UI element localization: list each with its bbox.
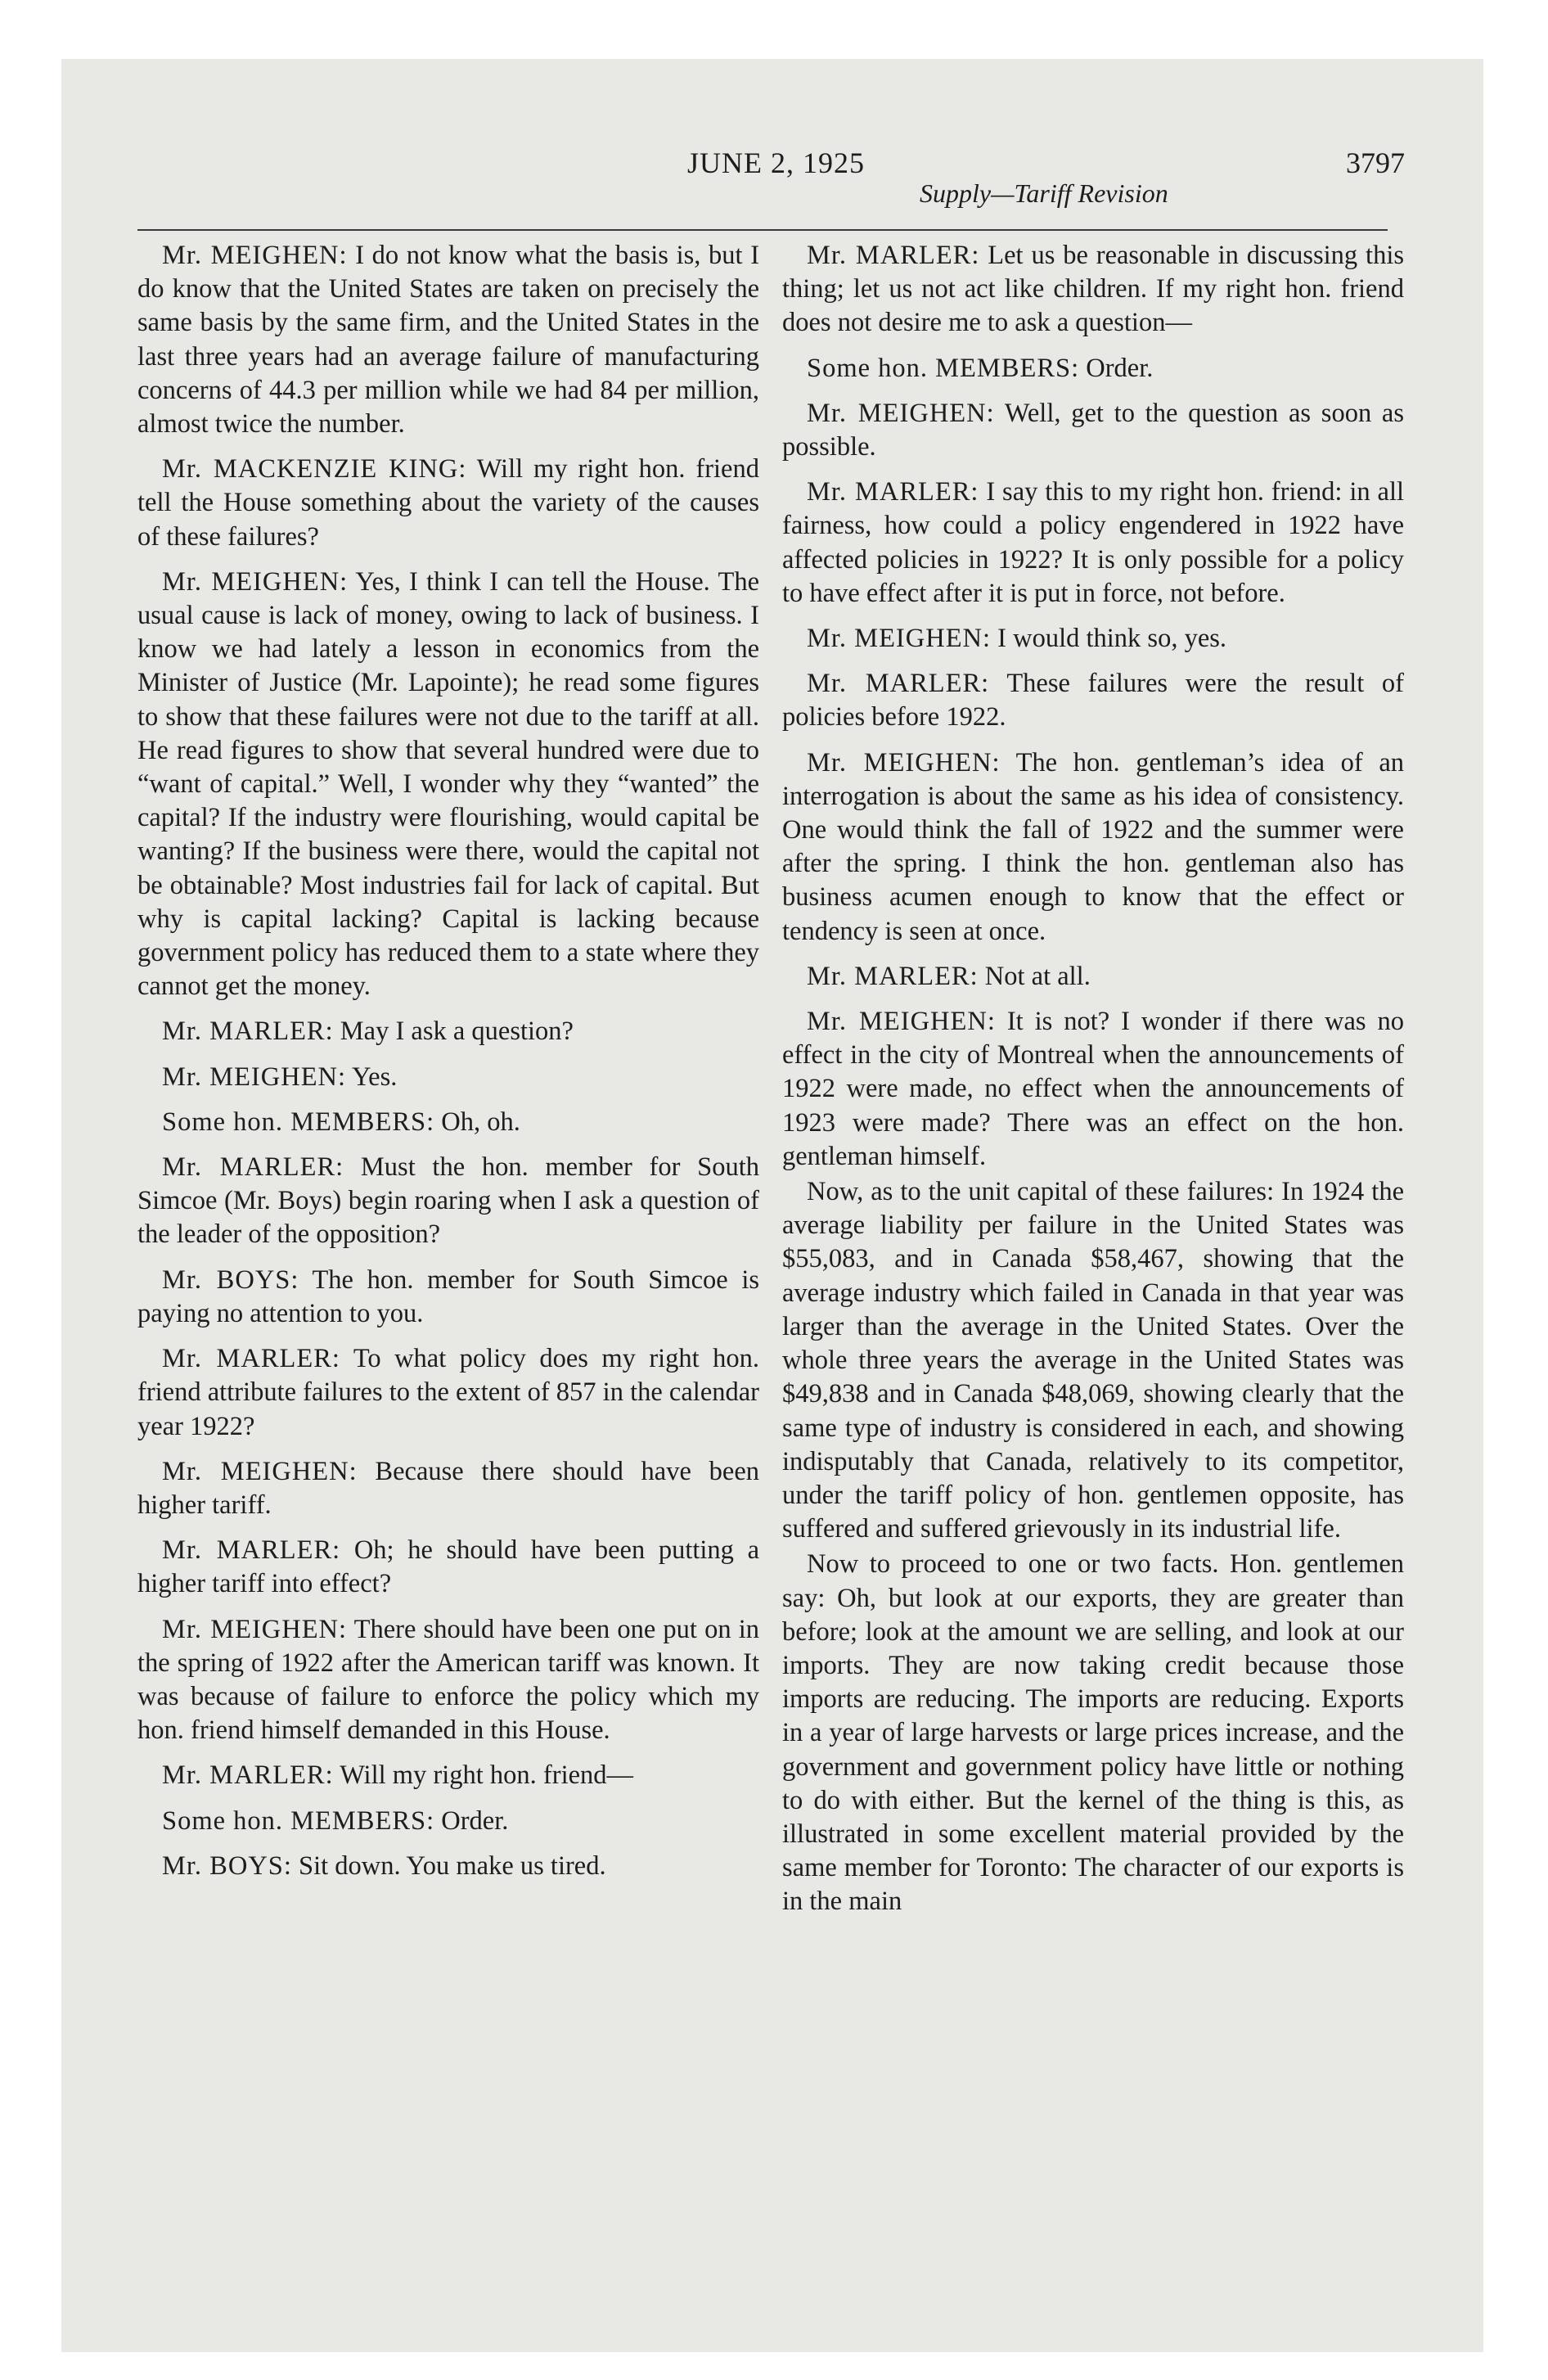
paragraph-text: These failures were the result of policies before 1922.	[782, 669, 1404, 732]
paragraph-text: Will my right hon. friend tell the House something about the variety of the causes of these failures?	[137, 454, 759, 552]
speaker-name: Mr. MEIGHEN:	[807, 624, 992, 654]
speaker-name: Mr. MACKENZIE KING:	[162, 454, 467, 485]
paragraph-text: To what policy does my right hon. friend attribute failures to the extent of 857 in the calendar year 1922?	[137, 1344, 760, 1441]
paragraph-text: I say this to my right hon. friend: in all fairness, how could a policy engendered in 1922 have affected policies in 1922? It is only possible for a policy to have effect after it is put in force, not before.	[782, 477, 1405, 608]
speaker-name: Mr. BOYS:	[162, 1850, 292, 1881]
paragraph	[782, 352, 1404, 385]
paragraph	[137, 1455, 759, 1522]
paragraph-text: Let us be reasonable in discussing this thing; let us not act like children. If my right hon. friend does not desire me to ask a question—	[782, 241, 1404, 338]
paragraph	[137, 1534, 759, 1601]
paragraph	[137, 1151, 759, 1252]
speaker-name: Mr. MARLER:	[162, 1760, 334, 1791]
paragraph-text: Yes, I think I can tell the House. The usual cause is lack of money, owing to lack of business. I know we had lately a lesson in economics from the Minister of Justice (Mr. Lapointe); he read some figures to show that these failures were not due to the tariff at all. He read figures to show that several hundred were due to “want of capital.” Well, I wonder why they “wanted” the capital? If the industry were flourishing, would capital be wanting? If the business were there, would the capital not be obtainable? Most industries fail for lack of capital. But why is capital lacking? Capital is lacking because government policy has reduced them to a state where they cannot get the money.	[137, 566, 759, 1002]
paragraph	[137, 453, 759, 554]
speaker-name: Mr. MARLER:	[807, 241, 980, 270]
left-column	[137, 239, 759, 1895]
paragraph	[137, 566, 759, 1004]
speaker-name: Mr. MEIGHEN:	[807, 1007, 996, 1037]
paragraph	[137, 1613, 759, 1748]
paragraph	[782, 1175, 1404, 1546]
paragraph-text: I would think so, yes.	[997, 624, 1227, 654]
paragraph	[782, 746, 1404, 949]
speaker-name: Some hon. MEMBERS:	[162, 1805, 435, 1836]
paragraph	[782, 667, 1404, 734]
paragraph	[137, 1061, 759, 1094]
paragraph-text: Now, as to the unit capital of these failures: In 1924 the average liability per failure in the United States was $55,083, and in Canada $58,467, showing that the average industry which failed in Canada in that year was larger than the average in the United States. Over the whole three years the average in the United States was $49,838 and in Canada $48,069, showing clearly that the same type of industry is considered in each, and showing indisputably that Canada, relatively to its competitor, under the tariff policy of hon. gentlemen opposite, has suffered and suffered grievously in its industrial life.	[782, 1177, 1404, 1544]
paragraph	[782, 476, 1404, 611]
paragraph-text: Sit down. You make us tired.	[299, 1850, 606, 1881]
paragraph-text: There should have been one put on in the spring of 1922 after the American tariff was known. It was because of failure to enforce the policy which my hon. friend himself demanded in this House.	[137, 1614, 759, 1746]
speaker-name: Mr. MEIGHEN:	[162, 241, 348, 270]
paragraph	[782, 622, 1404, 656]
speaker-name: Mr. MEIGHEN:	[162, 1062, 347, 1092]
speaker-name: Mr. MARLER:	[807, 669, 990, 699]
right-column	[782, 239, 1404, 1921]
speaker-name: Mr. MARLER:	[807, 961, 979, 991]
paragraph	[137, 1015, 759, 1048]
paragraph-text: Yes.	[351, 1062, 398, 1092]
paragraph-text: May I ask a question?	[340, 1016, 574, 1047]
page-number: 3797	[1346, 146, 1405, 179]
paragraph-text: The hon. member for South Simcoe is paying no attention to you.	[137, 1264, 759, 1328]
speaker-name: Mr. BOYS:	[162, 1264, 299, 1295]
paragraph-text: I do not know what the basis is, but I do know that the United States are taken on precisely the same basis by the same firm, and the United States in the last three years had an average failure of manufacturing concerns of 44.3 per million while we had 84 per million, almost twice the number.	[137, 241, 760, 439]
paragraph-text: Oh, oh.	[441, 1107, 520, 1137]
paragraph	[782, 239, 1404, 340]
paragraph	[137, 239, 759, 441]
paragraph	[137, 1850, 759, 1883]
speaker-name: Mr. MEIGHEN:	[162, 1456, 358, 1486]
page-subject: Supply—Tariff Revision	[920, 178, 1168, 208]
paragraph-text: Oh; he should have been putting a higher tariff into effect?	[137, 1535, 759, 1599]
speaker-name: Mr. MEIGHEN:	[162, 1614, 348, 1644]
speaker-name: Mr. MEIGHEN:	[162, 566, 349, 597]
paragraph-text: Because there should have been higher tariff.	[137, 1456, 760, 1520]
speaker-name: Some hon. MEMBERS:	[162, 1107, 435, 1137]
paragraph	[137, 1342, 759, 1444]
paragraph	[782, 960, 1404, 994]
speaker-name: Mr. MEIGHEN:	[807, 398, 995, 428]
speaker-name: Mr. MARLER:	[162, 1152, 344, 1183]
paragraph-text: Now to proceed to one or two facts. Hon. gentlemen say: Oh, but look at our exports, they are greater than before; look at the amount we are selling, and look at our imports. They are now taking credit because those imports are reducing. The imports are reducing. Exports in a year of large harvests or large prices increase, and the government and government policy have little or nothing to do with either. But the kernel of the thing is this, as illustrated in some excellent material provided by the same member for Toronto: The character of our exports is in the main	[782, 1549, 1404, 1917]
paragraph	[137, 1759, 759, 1792]
page-date: JUNE 2, 1925	[687, 146, 865, 179]
paragraph-text: Order.	[441, 1805, 509, 1836]
speaker-name: Mr. MARLER:	[162, 1535, 341, 1566]
paragraph	[137, 1805, 759, 1838]
speaker-name: Mr. MARLER:	[162, 1344, 340, 1374]
paragraph-text: Must the hon. member for South Simcoe (Mr. Boys) begin roaring when I ask a question of the leader of the opposition?	[137, 1152, 760, 1250]
speaker-name: Mr. MARLER:	[162, 1016, 334, 1047]
speaker-name: Some hon. MEMBERS:	[807, 353, 1080, 383]
paragraph-text: Not at all.	[984, 961, 1091, 991]
paragraph	[782, 1005, 1404, 1174]
paragraph	[137, 1264, 759, 1331]
paragraph-text: Well, get to the question as soon as possible.	[782, 398, 1404, 462]
speaker-name: Mr. MARLER:	[807, 477, 979, 507]
paragraph-text: Will my right hon. friend—	[340, 1760, 634, 1791]
paragraph-text: The hon. gentleman’s idea of an interrogation is about the same as his idea of consistency. One would think the fall of 1922 and the summer were after the spring. I think the hon. gentleman also has business acumen enough to know that the effect or tendency is seen at once.	[782, 747, 1404, 946]
paragraph-text: Order.	[1086, 353, 1154, 383]
speaker-name: Mr. MEIGHEN:	[807, 747, 1001, 778]
paragraph-text: It is not? I wonder if there was no effect in the city of Montreal when the announcements of 1922 were made, no effect when the announcements of 1923 were made? There was an effect on the hon. gentleman himself.	[782, 1007, 1405, 1171]
paragraph	[137, 1106, 759, 1139]
header-rule	[137, 229, 1388, 231]
paragraph	[782, 397, 1404, 464]
paragraph	[782, 1548, 1404, 1918]
